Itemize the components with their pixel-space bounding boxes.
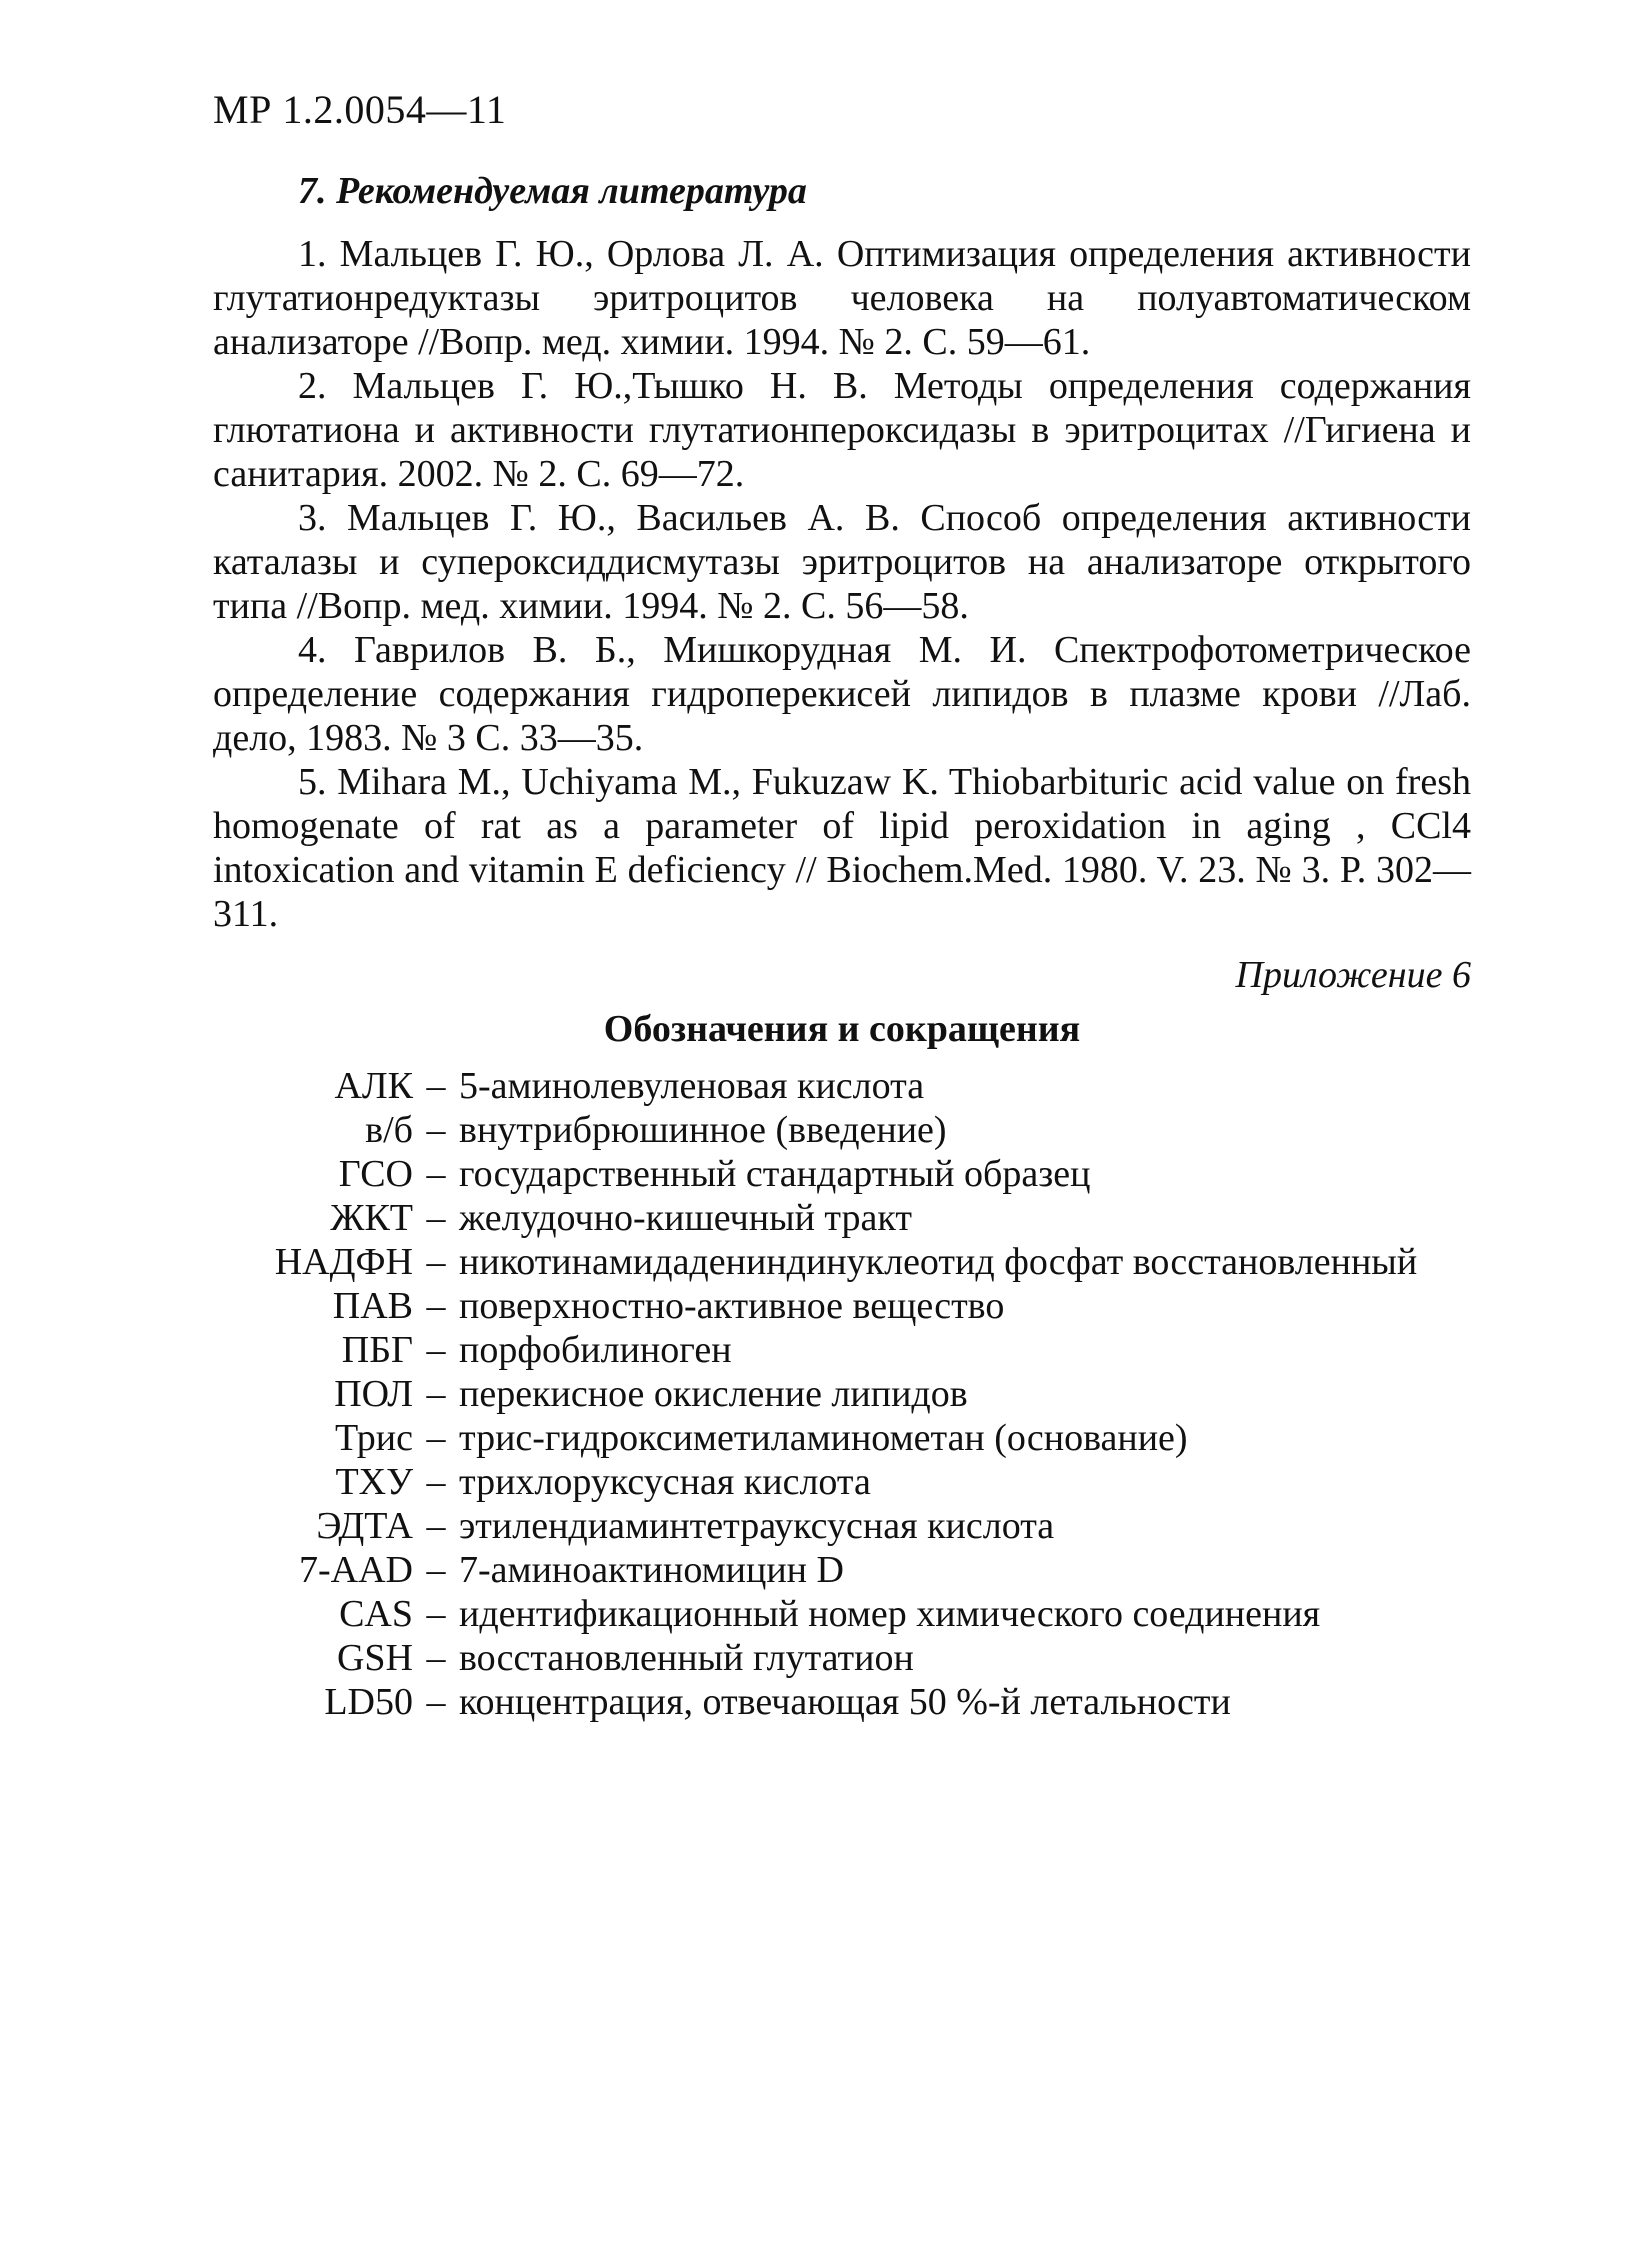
abbreviation-term: ГСО [338,1153,413,1195]
abbreviation-definition: желудочно-кишечный тракт [459,1197,912,1239]
abbreviations-title: Обозначения и сокращения [603,1008,1081,1050]
abbreviation-definition: 7-аминоактиномицин D [459,1549,844,1591]
abbreviation-dash: – [426,1637,446,1679]
abbreviation-row [213,1636,1471,1680]
abbreviation-term: GSH [336,1637,413,1679]
abbreviations-list [213,1064,1471,1724]
abbreviation-term: Трис [335,1417,413,1459]
abbreviation-definition: внутрибрюшинное (введение) [459,1109,947,1151]
abbreviation-row [213,1460,1471,1504]
appendix-label: Приложение 6 [1235,954,1471,996]
literature-item: 5. Mihara M., Uchiyama M., Fukuzaw K. Thiobarbituric acid value on fresh homogenate of rat as a parameter of lipid peroxidation in aging , CCl4 intoxication and vitamin E deficiency // Biochem.Med. 1980. V. 23. № 3. P. 302—311. [213,761,1471,935]
abbreviation-definition: концентрация, отвечающая 50 %-й летальности [459,1681,1231,1723]
abbreviation-dash: – [426,1417,446,1459]
literature-title: 7. Рекомендуемая литература [298,170,807,212]
abbreviation-row [213,1592,1471,1636]
abbreviation-row [213,1372,1471,1416]
literature-item: 2. Мальцев Г. Ю.,Тышко Н. В. Методы определения содержания глютатиона и активности глутатионпероксидазы в эритроцитах //Гигиена и санитария. 2002. № 2. С. 69—72. [213,365,1471,495]
abbreviation-row [213,1196,1471,1240]
abbreviation-dash: – [426,1549,446,1591]
abbreviation-term: 7-AAD [299,1549,413,1591]
abbreviation-definition: поверхностно-активное вещество [459,1285,1005,1327]
abbreviation-definition: идентификационный номер химического соединения [459,1593,1321,1635]
abbreviation-term: LD50 [324,1681,413,1723]
literature-item: 1. Мальцев Г. Ю., Орлова Л. А. Оптимизация определения активности глутатионредуктазы эритроцитов человека на полуавтоматическом анализаторе //Вопр. мед. химии. 1994. № 2. С. 59—61. [213,233,1471,363]
abbreviation-row [213,1416,1471,1460]
abbreviation-dash: – [426,1681,446,1723]
abbreviation-definition: трихлоруксусная кислота [459,1461,871,1503]
abbreviation-dash: – [426,1505,446,1547]
abbreviation-row [213,1328,1471,1372]
literature-item: 3. Мальцев Г. Ю., Васильев А. В. Способ определения активности каталазы и супероксиддисмутазы эритроцитов на анализаторе открытого типа //Вопр. мед. химии. 1994. № 2. С. 56—58. [213,497,1471,627]
literature-item: 4. Гаврилов В. Б., Мишкорудная М. И. Спектрофотометрическое определение содержания гидроперекисей липидов в плазме крови //Лаб. дело, 1983. № 3 С. 33—35. [213,629,1471,759]
abbreviation-definition: этилендиаминтетрауксусная кислота [459,1505,1055,1547]
abbreviation-term: НАДФН [274,1241,413,1283]
abbreviation-row [213,1108,1471,1152]
abbreviation-term: ПАВ [332,1285,413,1327]
abbreviation-term: ТХУ [335,1461,413,1503]
literature-list [213,232,1471,936]
abbreviation-term: ПБГ [341,1329,413,1371]
abbreviation-dash: – [426,1241,446,1283]
abbreviation-dash: – [426,1373,446,1415]
abbreviation-dash: – [426,1153,446,1195]
abbreviation-row [213,1240,1471,1284]
abbreviation-dash: – [426,1065,446,1107]
abbreviation-definition: перекисное окисление липидов [459,1373,968,1415]
abbreviation-row [213,1152,1471,1196]
abbreviation-dash: – [426,1285,446,1327]
abbreviation-row [213,1548,1471,1592]
abbreviation-definition: порфобилиноген [459,1329,732,1371]
abbreviation-term: CAS [339,1593,413,1635]
abbreviation-dash: – [426,1329,446,1371]
abbreviation-definition: государственный стандартный образец [459,1153,1091,1195]
page-content [213,168,1471,1724]
abbreviation-term: в/б [365,1109,413,1151]
abbreviation-term: ЭДТА [316,1505,413,1547]
abbreviation-dash: – [426,1197,446,1239]
abbreviation-dash: – [426,1593,446,1635]
abbreviation-definition: восстановленный глутатион [459,1637,914,1679]
abbreviation-dash: – [426,1461,446,1503]
abbreviation-row [213,1064,1471,1108]
document-code: МР 1.2.0054—11 [213,87,507,132]
abbreviation-term: АЛК [334,1065,413,1107]
abbreviation-row [213,1680,1471,1724]
abbreviation-row [213,1284,1471,1328]
abbreviation-definition: 5-аминолевуленовая кислота [459,1065,925,1107]
abbreviation-definition: трис-гидроксиметиламинометан (основание) [459,1417,1188,1459]
abbreviation-dash: – [426,1109,446,1151]
abbreviation-term: ПОЛ [334,1373,413,1415]
abbreviation-term: ЖКТ [330,1197,413,1239]
abbreviation-row [213,1504,1471,1548]
abbreviation-definition: никотинамидадениндинуклеотид фосфат восстановленный [459,1241,1418,1283]
